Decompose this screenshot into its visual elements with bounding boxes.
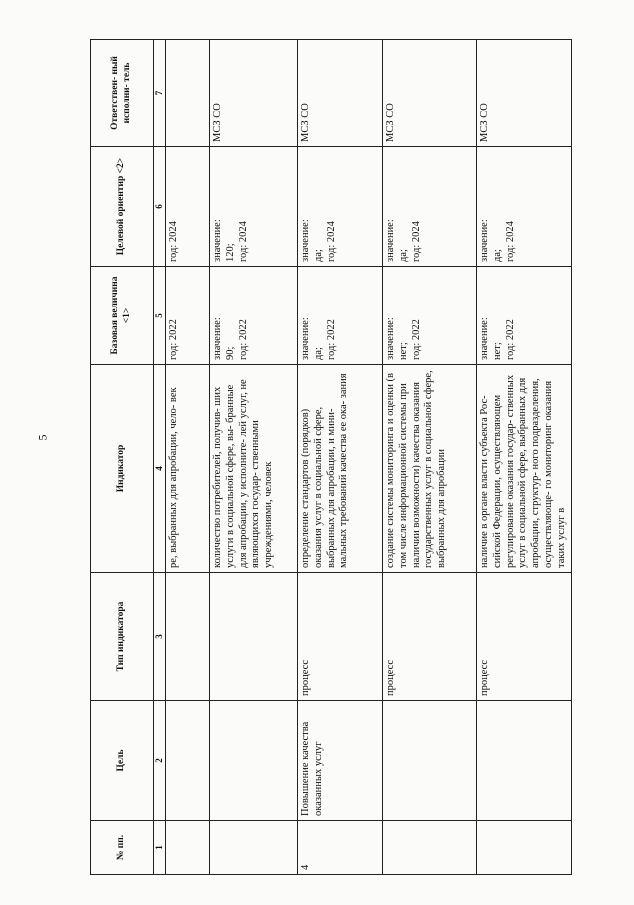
cell-num: [382, 821, 476, 875]
cell-goal: [209, 701, 297, 821]
cell-target: значение: 120; год: 2024: [209, 147, 297, 267]
cell-target: значение: да; год: 2024: [476, 147, 571, 267]
cell-num: [165, 821, 209, 875]
cell-base: значение: да; год: 2022: [297, 267, 382, 365]
cell-responsible: [165, 40, 209, 147]
cell-type: [209, 573, 297, 701]
cell-base: год: 2022: [165, 267, 209, 365]
column-number: 1: [154, 821, 166, 875]
column-number: 6: [154, 147, 166, 267]
cell-num: [476, 821, 571, 875]
cell-goal: [382, 701, 476, 821]
cell-base: значение: 90; год: 2022: [209, 267, 297, 365]
cell-responsible: МСЗ СО: [382, 40, 476, 147]
cell-target: год: 2024: [165, 147, 209, 267]
cell-goal: [476, 701, 571, 821]
cell-target: значение: да; год: 2024: [297, 147, 382, 267]
cell-indicator: определение стандартов (порядков) оказания услуг в социальной сфере, выбранных для апробации, и мини- мальных требований качества ее ока- зания: [297, 365, 382, 573]
header-goal: Цель: [91, 701, 154, 821]
table-row: [165, 40, 209, 875]
column-number-row: [154, 40, 166, 875]
column-number: 2: [154, 701, 166, 821]
column-number: 3: [154, 573, 166, 701]
cell-base: значение: нет; год: 2022: [382, 267, 476, 365]
table-container: [90, 40, 567, 875]
cell-goal: Повышение качества оказанных услуг: [297, 701, 382, 821]
table-row: [209, 40, 297, 875]
table-row: [297, 40, 382, 875]
cell-goal: [165, 701, 209, 821]
cell-type: процесс: [297, 573, 382, 701]
column-number: 5: [154, 267, 166, 365]
header-target: Целевой ориентир <2>: [91, 147, 154, 267]
cell-type: процесс: [476, 573, 571, 701]
header-indicator: Индикатор: [91, 365, 154, 573]
header-num: № пп.: [91, 821, 154, 875]
column-number: 4: [154, 365, 166, 573]
cell-base: значение: нет; год: 2022: [476, 267, 571, 365]
cell-indicator: создание системы мониторинга и оценки (в том числе информационной системы при наличии возможности) качества оказания государственных услуг в социальной сфере, выбранных для апробации: [382, 365, 476, 573]
cell-type: [165, 573, 209, 701]
header-responsible: Ответствен- ный исполни- тель: [91, 40, 154, 147]
column-number: 7: [154, 40, 166, 147]
cell-target: значение: да; год: 2024: [382, 147, 476, 267]
header-row: [91, 40, 154, 875]
cell-responsible: МСЗ СО: [209, 40, 297, 147]
table-row: [382, 40, 476, 875]
cell-type: процесс: [382, 573, 476, 701]
cell-indicator: количество потребителей, получив- ших услуги в социальной сфере, вы- бранные для апробации, у исполните- лей услуг, не являющихся государ- ственными учреждениями, человек: [209, 365, 297, 573]
rotated-table-frame: [90, 40, 567, 875]
cell-responsible: МСЗ СО: [297, 40, 382, 147]
table-row: [476, 40, 571, 875]
cell-indicator: наличие в органе власти субъекта Рос- сийской Федерации, осуществляющем регулирование оказания государ- ственных услуг в социальной сфере, выбранных для апробации, структур- ного подразделения, осуществляюще- го мониторинг оказания таких услуг в: [476, 365, 571, 573]
cell-num: 4: [297, 821, 382, 875]
page-number: 5: [35, 434, 50, 441]
header-type: Тип индикатора: [91, 573, 154, 701]
cell-num: [209, 821, 297, 875]
cell-responsible: МСЗ СО: [476, 40, 571, 147]
header-base: Базовая величина <1>: [91, 267, 154, 365]
indicators-table: [90, 39, 572, 875]
cell-indicator: ре, выбранных для апробации, чело- век: [165, 365, 209, 573]
